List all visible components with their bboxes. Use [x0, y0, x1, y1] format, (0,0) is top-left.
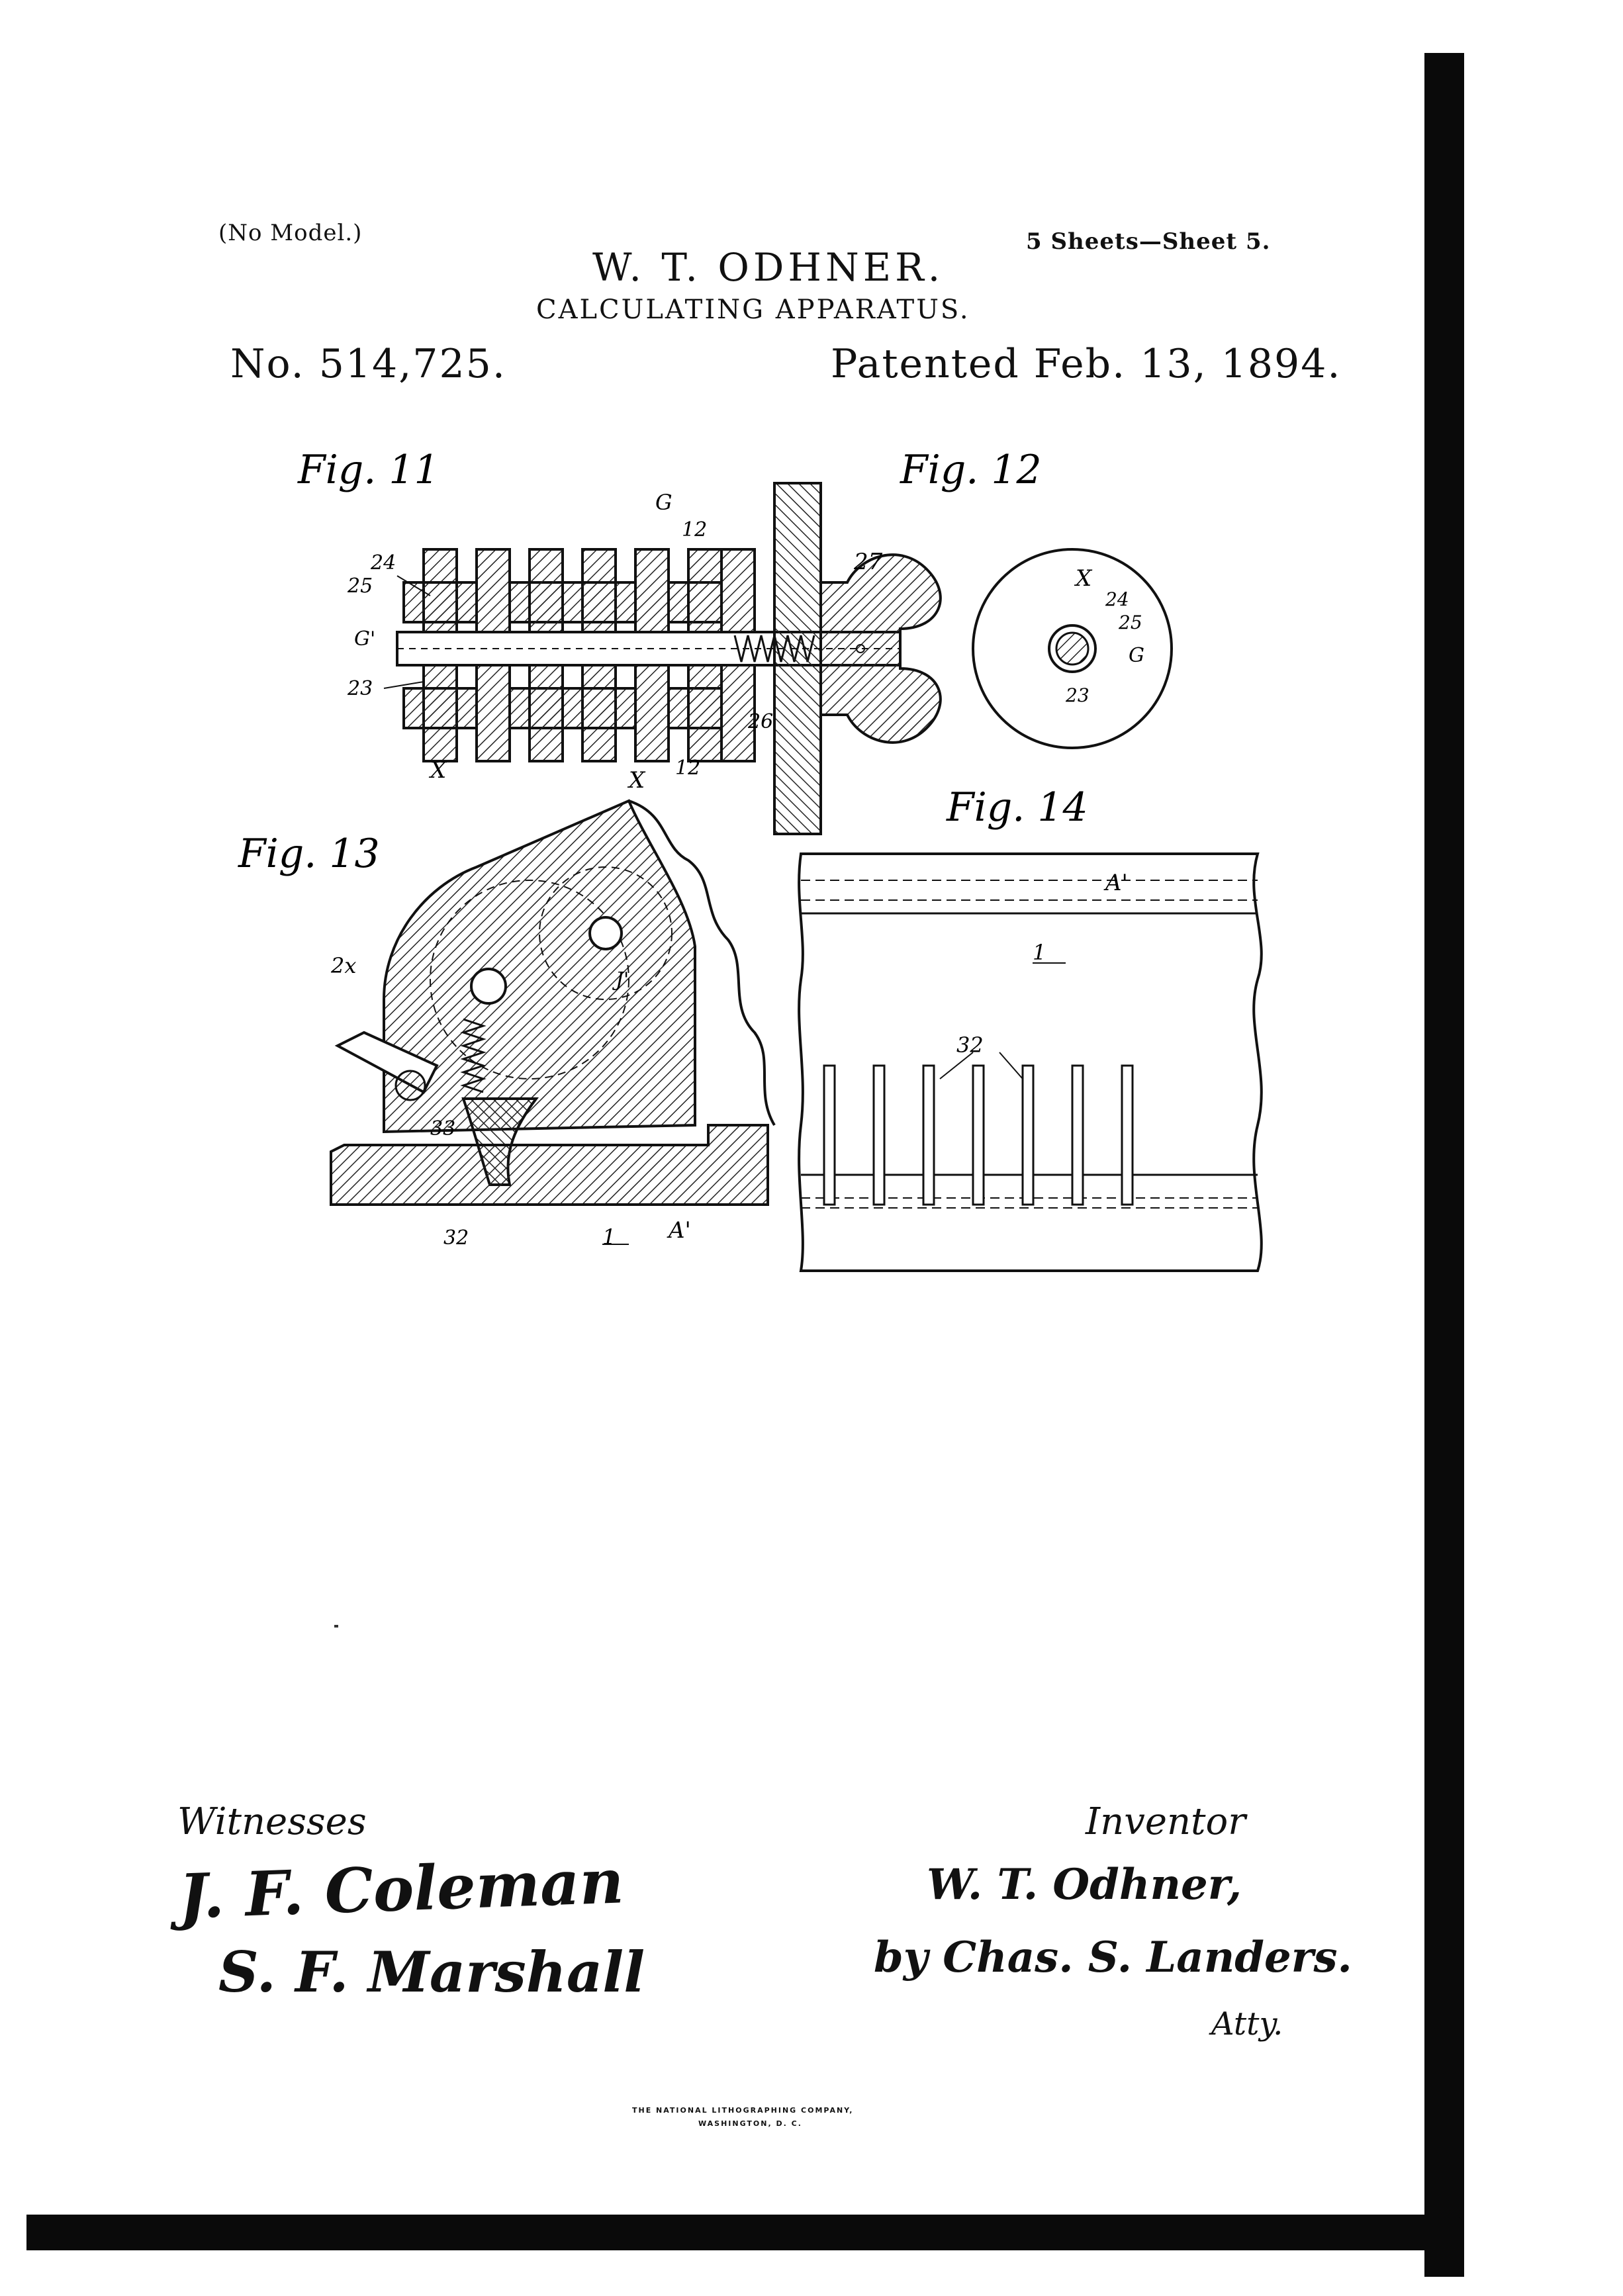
- fig13-label-1: 1: [602, 1224, 616, 1250]
- fig12-caption: Fig. 12: [900, 447, 1042, 493]
- fig11-label-Gprime: G': [354, 627, 376, 651]
- printer-line-2: WASHINGTON, D. C.: [698, 2119, 802, 2128]
- witnesses-heading: Witnesses: [177, 1800, 367, 1843]
- fig11-label-X2: X: [629, 767, 645, 794]
- fig11-label-12: 12: [682, 518, 708, 541]
- fig11-frame-wall: [774, 483, 821, 834]
- fig12-label-G: G: [1129, 644, 1144, 667]
- fig11-caption: Fig. 11: [298, 447, 440, 493]
- fig14-label-1: 1: [1033, 940, 1046, 965]
- scan-border-right: [1424, 53, 1464, 2277]
- fig14-caption: Fig. 14: [947, 784, 1088, 831]
- invention-title: CALCULATING APPARATUS.: [536, 295, 970, 325]
- fig14-label-32: 32: [956, 1033, 984, 1058]
- fig12-label-24: 24: [1105, 588, 1129, 610]
- fig12-label-25: 25: [1119, 612, 1142, 633]
- fig11-label-27: 27: [854, 549, 883, 575]
- printer-line-1: THE NATIONAL LITHOGRAPHING COMPANY,: [632, 2106, 854, 2115]
- inventor-name: W. T. ODHNER.: [592, 245, 945, 290]
- fig13-label-Jprime: J': [616, 968, 629, 991]
- attorney-suffix: Atty.: [1211, 2005, 1283, 2043]
- fig13-label-Aprime: A': [669, 1217, 691, 1244]
- patent-number: No. 514,725.: [230, 341, 506, 387]
- scan-border-bottom: [26, 2215, 1464, 2250]
- fig13-label-2x: 2x: [331, 953, 357, 978]
- fig11-label-X1: X: [430, 757, 447, 784]
- inventor-heading: Inventor: [1086, 1800, 1246, 1843]
- fig14-label-Aprime: A': [1105, 870, 1128, 896]
- stray-mark: [334, 1625, 338, 1628]
- fig13-base: [331, 1125, 768, 1205]
- fig11-label-23: 23: [348, 677, 373, 700]
- fig12-label-X: X: [1076, 565, 1092, 592]
- inventor-signature: W. T. Odhner,: [927, 1860, 1242, 1909]
- fig11-label-26: 26: [748, 710, 774, 733]
- witness-signature-1: J. F. Coleman: [177, 1845, 626, 1933]
- witness-signature-2: S. F. Marshall: [218, 1939, 645, 2005]
- fig13-label-33: 33: [430, 1117, 456, 1140]
- fig12-label-23: 23: [1066, 684, 1090, 706]
- figure-14: [799, 784, 1262, 1271]
- fig11-label-25: 25: [348, 574, 373, 598]
- attorney-by-line: by Chas. S. Landers.: [874, 1933, 1352, 1982]
- model-note: (No Model.): [218, 220, 363, 246]
- patent-date: Patented Feb. 13, 1894.: [831, 341, 1342, 387]
- fig11-label-G: G: [655, 490, 672, 515]
- sheet-info: 5 Sheets—Sheet 5.: [1026, 228, 1271, 255]
- figure-11: [297, 447, 941, 834]
- fig11-label-24: 24: [371, 551, 396, 574]
- fig11-knob: [821, 555, 941, 743]
- figure-13: [238, 801, 774, 1250]
- fig13-caption: Fig. 13: [238, 831, 380, 877]
- fig13-label-32: 32: [443, 1226, 469, 1250]
- fig11-label-12b: 12: [675, 757, 701, 780]
